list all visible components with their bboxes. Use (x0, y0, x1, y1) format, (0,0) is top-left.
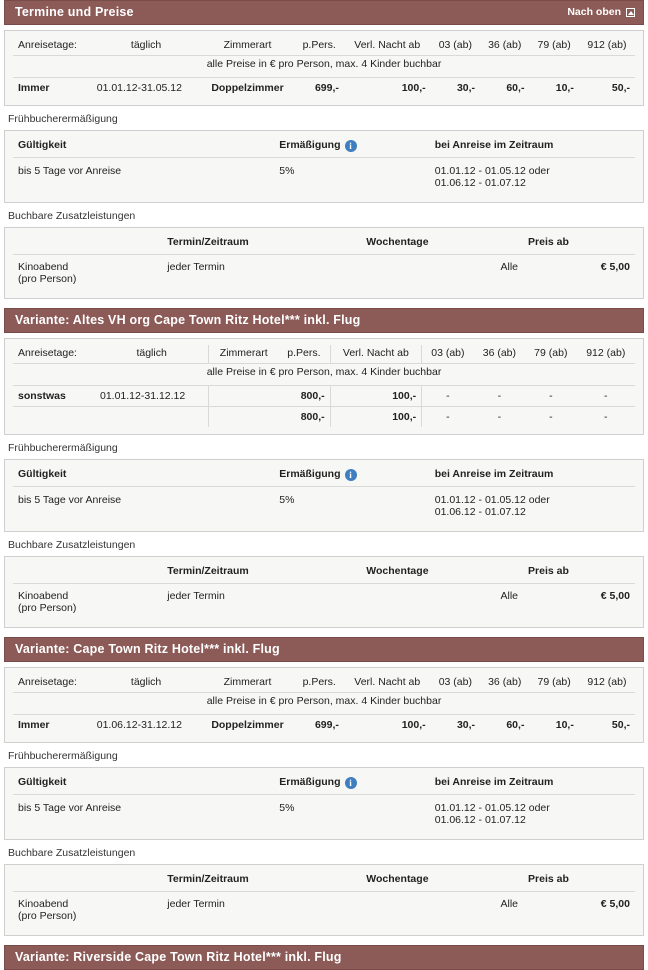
zl-name: Kinoabend (pro Person) (18, 261, 77, 285)
col-anreisetage: Anreisetage: (18, 347, 77, 359)
fb-ermaessigung: 5% (279, 802, 295, 814)
price-note: alle Preise in € pro Person, max. 4 Kinder buchbar (13, 364, 635, 386)
col-anreisetage-value: täglich (136, 347, 167, 359)
fb-zeitraum: 01.01.12 - 01.05.12 oder 01.06.12 - 01.07.12 (434, 494, 550, 518)
zl-wochentage: Alle (500, 261, 519, 273)
table-row (13, 795, 635, 833)
col-zimmerart: Zimmerart (209, 345, 278, 364)
fb-col-ermaessigung: Ermäßigung i (274, 137, 430, 158)
row-c79: - (525, 386, 576, 407)
info-icon[interactable]: i (345, 140, 357, 152)
price-note: alle Preise in € pro Person, max. 4 Kinder buchbar (13, 693, 635, 715)
fruehbucher-caption: Frühbucherermäßigung (8, 442, 118, 454)
row-zimmerart (209, 386, 278, 407)
fruehbucher-caption: Frühbucherermäßigung (8, 113, 118, 125)
row-verl: 100,- (344, 715, 431, 736)
table-row (13, 407, 635, 428)
col-912: 912 (ab) (587, 39, 627, 51)
row-c912: 50,- (579, 78, 635, 99)
up-arrow-box-icon[interactable] (626, 8, 635, 17)
col-03: 03 (ab) (438, 676, 472, 688)
zl-termin: jeder Termin (167, 590, 225, 602)
col-anreisetage: Anreisetage: (18, 39, 77, 51)
table-row (13, 892, 635, 929)
price-panel (4, 667, 644, 743)
zl-col-termin: Termin/Zeitraum (162, 234, 361, 255)
fb-col-zeitraum: bei Anreise im Zeitraum (430, 774, 635, 795)
section-header-termine-und-preise (4, 0, 644, 25)
row-c79: 10,- (529, 78, 578, 99)
col-verl-nacht: Verl. Nacht ab (354, 39, 421, 51)
col-36: 36 (ab) (488, 676, 522, 688)
zl-col-name (13, 871, 162, 892)
fb-col-gueltigkeit: Gültigkeit (13, 774, 274, 795)
col-ppers: p.Pers. (287, 347, 321, 359)
row-c36: 60,- (480, 715, 529, 736)
variant-title: Variante: Riverside Cape Town Ritz Hotel*** inkl. Flug (15, 950, 342, 964)
row-c03: 30,- (431, 715, 480, 736)
row-zeitraum: 01.01.12-31.05.12 (92, 78, 201, 99)
row-ppers: 800,- (278, 407, 330, 428)
col-verl-nacht: Verl. Nacht ab (330, 345, 421, 364)
fruehbucher-panel (4, 767, 644, 840)
fruehbucher-table (13, 774, 635, 832)
table-row (13, 487, 635, 525)
row-c36: 60,- (480, 78, 529, 99)
row-c912: - (577, 407, 635, 428)
zl-preis: € 5,00 (600, 898, 630, 910)
row-zeitraum (95, 407, 209, 428)
zl-col-termin: Termin/Zeitraum (162, 871, 361, 892)
zl-col-name (13, 563, 162, 584)
fb-col-ermaessigung: Ermäßigung i (274, 774, 430, 795)
col-79: 79 (ab) (534, 347, 568, 359)
zl-col-name (13, 234, 162, 255)
zl-wochentage: Alle (500, 898, 519, 910)
zl-termin: jeder Termin (167, 261, 225, 273)
col-anreisetage: Anreisetage: (18, 676, 77, 688)
zusatz-table (13, 234, 635, 291)
variant-title: Variante: Cape Town Ritz Hotel*** inkl. Flug (15, 642, 280, 656)
fb-zeitraum: 01.01.12 - 01.05.12 oder 01.06.12 - 01.07.12 (434, 802, 550, 826)
zl-col-wochentage: Wochentage (361, 871, 523, 892)
price-table (13, 37, 635, 98)
col-36: 36 (ab) (482, 347, 517, 359)
row-c912: - (577, 386, 635, 407)
price-table (13, 345, 635, 427)
zl-col-preis: Preis ab (523, 234, 635, 255)
col-ppers: p.Pers. (302, 39, 336, 51)
fb-gueltigkeit: bis 5 Tage vor Anreise (18, 802, 122, 814)
fb-col-gueltigkeit: Gültigkeit (13, 137, 274, 158)
price-panel (4, 338, 644, 435)
col-zimmerart: Zimmerart (223, 676, 272, 688)
fb-ermaessigung: 5% (279, 494, 295, 506)
zusatz-caption: Buchbare Zusatzleistungen (8, 847, 136, 859)
col-912: 912 (ab) (587, 676, 627, 688)
row-c79: - (525, 407, 576, 428)
row-zimmerart (209, 407, 278, 428)
row-c03: 30,- (431, 78, 480, 99)
fb-col-gueltigkeit: Gültigkeit (13, 466, 274, 487)
row-c79: 10,- (529, 715, 578, 736)
variant-header-1 (4, 308, 644, 333)
row-verl: 100,- (330, 386, 421, 407)
info-icon[interactable]: i (345, 469, 357, 481)
row-c912: 50,- (579, 715, 635, 736)
fb-gueltigkeit: bis 5 Tage vor Anreise (18, 494, 122, 506)
variant-header-3 (4, 945, 644, 970)
row-ppers: 800,- (278, 386, 330, 407)
zl-preis: € 5,00 (600, 261, 630, 273)
fruehbucher-panel (4, 459, 644, 532)
row-zeitraum: 01.01.12-31.12.12 (95, 386, 209, 407)
fb-col-ermaessigung: Ermäßigung i (274, 466, 430, 487)
row-c03: - (422, 407, 474, 428)
row-ppers: 699,- (295, 715, 344, 736)
fruehbucher-panel (4, 130, 644, 203)
zusatz-panel (4, 556, 644, 628)
col-anreisetage-value: täglich (130, 39, 162, 51)
row-verl: 100,- (344, 78, 431, 99)
row-zimmerart: Doppelzimmer (200, 715, 294, 736)
col-79: 79 (ab) (537, 39, 571, 51)
table-row (13, 78, 635, 99)
row-ppers: 699,- (295, 78, 344, 99)
col-verl-nacht: Verl. Nacht ab (354, 676, 421, 688)
fb-zeitraum: 01.01.12 - 01.05.12 oder 01.06.12 - 01.07.12 (434, 165, 550, 189)
col-36: 36 (ab) (488, 39, 522, 51)
col-03: 03 (ab) (422, 345, 474, 364)
variant-title: Variante: Altes VH org Cape Town Ritz Hotel*** inkl. Flug (15, 313, 361, 327)
row-label: Immer (13, 715, 92, 736)
price-note: alle Preise in € pro Person, max. 4 Kinder buchbar (13, 56, 635, 78)
fruehbucher-caption: Frühbucherermäßigung (8, 750, 118, 762)
col-anreisetage-value: täglich (130, 676, 162, 688)
table-row (13, 255, 635, 292)
row-verl: 100,- (330, 407, 421, 428)
col-79: 79 (ab) (537, 676, 571, 688)
info-icon[interactable]: i (345, 777, 357, 789)
zl-name: Kinoabend (pro Person) (18, 590, 77, 614)
col-zimmerart: Zimmerart (223, 39, 272, 51)
fruehbucher-table (13, 466, 635, 524)
page-title: Termine und Preise (15, 5, 134, 19)
row-label: Immer (13, 78, 92, 99)
col-03: 03 (ab) (438, 39, 472, 51)
row-label (13, 407, 95, 428)
row-zeitraum: 01.06.12-31.12.12 (92, 715, 201, 736)
back-to-top-link[interactable]: Nach oben (567, 6, 621, 18)
table-row (13, 386, 635, 407)
row-c36: - (474, 407, 525, 428)
fb-col-zeitraum: bei Anreise im Zeitraum (430, 137, 635, 158)
col-ppers: p.Pers. (302, 676, 336, 688)
table-row (13, 158, 635, 196)
fb-ermaessigung: 5% (279, 165, 295, 177)
back-to-top[interactable] (567, 6, 635, 18)
row-c36: - (474, 386, 525, 407)
row-label: sonstwas (13, 386, 95, 407)
price-table (13, 674, 635, 735)
zl-col-wochentage: Wochentage (361, 234, 523, 255)
zl-wochentage: Alle (500, 590, 519, 602)
zusatz-panel (4, 227, 644, 299)
table-row (13, 584, 635, 621)
row-c03: - (422, 386, 474, 407)
zusatz-caption: Buchbare Zusatzleistungen (8, 210, 136, 222)
fb-gueltigkeit: bis 5 Tage vor Anreise (18, 165, 122, 177)
zl-col-preis: Preis ab (523, 871, 635, 892)
zl-col-preis: Preis ab (523, 563, 635, 584)
zl-col-termin: Termin/Zeitraum (162, 563, 361, 584)
variant-header-2 (4, 637, 644, 662)
zl-col-wochentage: Wochentage (361, 563, 523, 584)
row-zimmerart: Doppelzimmer (200, 78, 294, 99)
fb-col-zeitraum: bei Anreise im Zeitraum (430, 466, 635, 487)
zl-name: Kinoabend (pro Person) (18, 898, 77, 922)
zusatz-table (13, 563, 635, 620)
zusatz-caption: Buchbare Zusatzleistungen (8, 539, 136, 551)
fruehbucher-table (13, 137, 635, 195)
col-912: 912 (ab) (586, 347, 626, 359)
zl-preis: € 5,00 (600, 590, 630, 602)
zusatz-panel (4, 864, 644, 936)
price-panel (4, 30, 644, 106)
zusatz-table (13, 871, 635, 928)
zl-termin: jeder Termin (167, 898, 225, 910)
table-row (13, 715, 635, 736)
